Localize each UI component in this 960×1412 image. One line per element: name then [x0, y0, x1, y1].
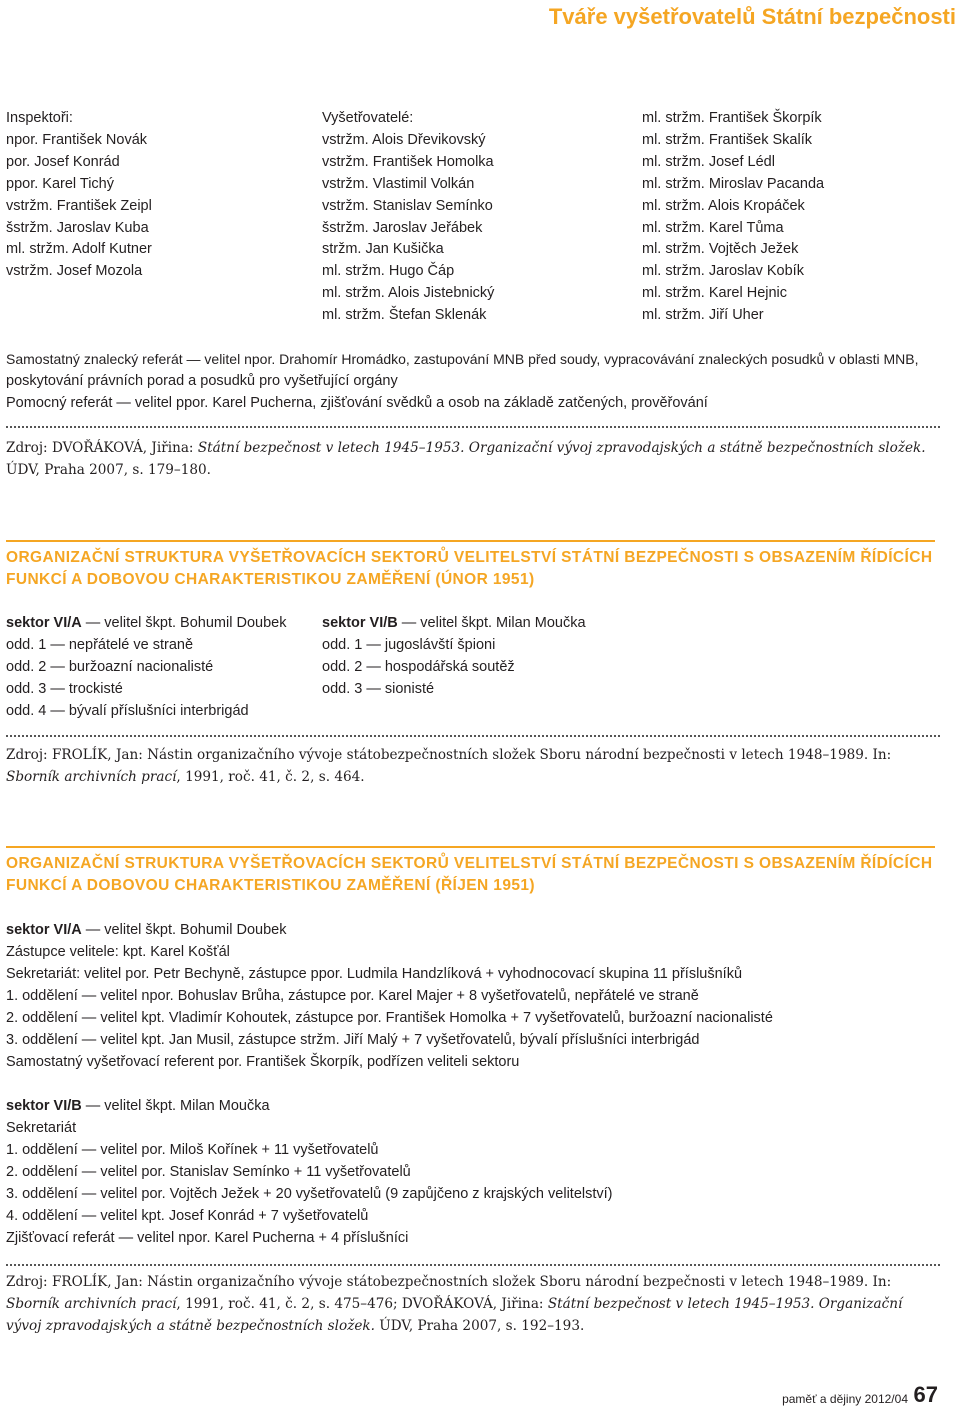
sector-name: sektor VI/B	[6, 1098, 82, 1114]
sector-a-detail	[6, 919, 773, 1073]
inspectors-heading: Inspektoři:	[6, 110, 73, 126]
sector-commander: — velitel škpt. Milan Moučka	[397, 615, 586, 631]
sector-commander: — velitel škpt. Bohumil Doubek	[81, 922, 287, 938]
list-item: 2. oddělení — velitel por. Stanislav Semínko + 11 vyšetřovatelů	[6, 1164, 411, 1180]
citation-text: , 1991, roč. 41, č. 2, s. 464.	[176, 769, 365, 785]
list-item: šstržm. Jaroslav Jeřábek	[322, 219, 483, 236]
citation-title: Státní bezpečnost v letech 1945–1953. Organizační vývoj zpravodajských a státně bezpečnostních složek.	[6, 1296, 903, 1334]
dotted-divider	[6, 1264, 940, 1266]
sector-name: sektor VI/A	[6, 615, 82, 631]
list-item: ml. stržm. Karel Hejnic	[642, 285, 788, 302]
citation-title: Sborník archivních prací	[6, 769, 177, 785]
list-item: odd. 1 — jugoslávští špioni	[322, 637, 496, 653]
list-item: ml. stržm. Miroslav Pacanda	[642, 175, 825, 192]
list-item: odd. 4 — bývalí příslušníci interbrigád	[6, 703, 249, 719]
list-item: odd. 2 — buržoazní nacionalisté	[6, 659, 214, 675]
source-citation	[6, 744, 941, 788]
sector-a-block	[6, 612, 286, 722]
investigators-heading: Vyšetřovatelé:	[322, 110, 414, 126]
source-citation	[6, 1271, 941, 1337]
list-item: 2. oddělení — velitel kpt. Vladimír Kohoutek, zástupce por. František Homolka + 7 vyšetřovatelů, buržoazní nacionalisté	[6, 1010, 773, 1026]
sector-commander: — velitel škpt. Bohumil Doubek	[81, 615, 287, 631]
citation-text: ÚDV, Praha 2007, s. 179–180.	[6, 462, 211, 478]
list-item: odd. 3 — sionisté	[322, 681, 435, 697]
list-item: odd. 1 — nepřátelé ve straně	[6, 637, 194, 653]
list-item: ml. stržm. Alois Jistebnický	[322, 285, 495, 302]
citation-text: Zdroj: FROLÍK, Jan: Nástin organizačního vývoje státobezpečnostních složek Sboru národní bezpečnosti v letech 1948–1989. In:	[6, 1274, 892, 1290]
list-item: ml. stržm. Josef Lédl	[642, 153, 775, 170]
citation-title: Sborník archivních prací	[6, 1296, 177, 1312]
list-item: ml. stržm. František Skalík	[642, 131, 812, 148]
list-item: vstržm. František Homolka	[322, 153, 494, 170]
sector-commander: — velitel škpt. Milan Moučka	[81, 1098, 270, 1114]
inspectors-column	[6, 108, 152, 283]
sector-b-detail	[6, 1095, 613, 1249]
sector-b-block	[322, 612, 586, 700]
list-item: vstržm. Stanislav Semínko	[322, 197, 493, 214]
dotted-divider	[6, 735, 940, 737]
list-item: stržm. Jan Kušička	[322, 241, 444, 258]
list-item: Sekretariát	[6, 1120, 77, 1136]
note-line: Pomocný referát — velitel ppor. Karel Pucherna, zjišťování svědků a osob na základě zatčených, prověřování	[6, 395, 708, 411]
list-item: 3. oddělení — velitel kpt. Jan Musil, zástupce stržm. Jiří Malý + 7 vyšetřovatelů, bývalí příslušníci interbrigád	[6, 1032, 700, 1048]
list-item: 1. oddělení — velitel por. Miloš Kořínek + 11 vyšetřovatelů	[6, 1142, 379, 1158]
sector-name: sektor VI/B	[322, 615, 398, 631]
citation-text: , 1991, roč. 41, č. 2, s. 475–476; DVOŘÁKOVÁ, Jiřina:	[176, 1296, 548, 1312]
list-item: ml. stržm. Karel Tůma	[642, 219, 784, 236]
list-item: ml. stržm. Jaroslav Kobík	[642, 263, 804, 280]
source-citation	[6, 437, 941, 481]
list-item: Zjišťovací referát — velitel npor. Karel Pucherna + 4 příslušníci	[6, 1230, 409, 1246]
list-item: por. Josef Konrád	[6, 153, 120, 170]
list-item: npor. František Novák	[6, 131, 148, 148]
investigators-column	[322, 108, 494, 327]
section-title: ORGANIZAČNÍ STRUKTURA VYŠETŘOVACÍCH SEKTORŮ VELITELSTVÍ STÁTNÍ BEZPEČNOSTI S OBSAZENÍM ŘÍDÍCÍCH FUNKCÍ A DOBOVOU CHARAKTERISTIKOU ZAMĚŘENÍ (ÚNOR 1951)	[6, 549, 933, 588]
investigators-column-continued	[642, 108, 824, 327]
page-number: 67	[913, 1382, 938, 1407]
list-item: vstržm. Alois Dřevikovský	[322, 131, 486, 148]
page-header-title: Tváře vyšetřovatelů Státní bezpečnosti	[548, 4, 956, 29]
list-item: Zástupce velitele: kpt. Karel Košťál	[6, 944, 230, 960]
list-item: ml. stržm. Štefan Sklenák	[322, 307, 487, 324]
list-item: 3. oddělení — velitel por. Vojtěch Ježek + 20 vyšetřovatelů (9 zapůjčeno z krajských velitelství)	[6, 1186, 613, 1202]
note-line: poskytování právních porad a posudků pro vyšetřující orgány	[6, 373, 398, 389]
list-item: šstržm. Jaroslav Kuba	[6, 219, 149, 236]
section-divider	[6, 846, 935, 848]
list-item: ml. stržm. Vojtěch Ježek	[642, 241, 799, 258]
list-item: ml. stržm. František Škorpík	[642, 110, 822, 126]
citation-text: ÚDV, Praha 2007, s. 192–193.	[374, 1318, 585, 1334]
list-item: Samostatný vyšetřovací referent por. František Škorpík, podřízen veliteli sektoru	[6, 1054, 520, 1070]
list-item: ml. stržm. Alois Kropáček	[642, 197, 805, 214]
list-item: 4. oddělení — velitel kpt. Josef Konrád + 7 vyšetřovatelů	[6, 1208, 369, 1224]
section-title: ORGANIZAČNÍ STRUKTURA VYŠETŘOVACÍCH SEKTORŮ VELITELSTVÍ STÁTNÍ BEZPEČNOSTI S OBSAZENÍM ŘÍDÍCÍCH FUNKCÍ A DOBOVOU CHARAKTERISTIKOU ZAMĚŘENÍ (ŘÍJEN 1951)	[6, 855, 933, 894]
journal-footer: paměť a dějiny 2012/04	[782, 1392, 908, 1406]
dotted-divider	[6, 426, 940, 428]
list-item: ml. stržm. Hugo Čáp	[322, 263, 455, 280]
note-line: Samostatný znalecký referát — velitel npor. Drahomír Hromádko, zastupování MNB před soudy, vypracovávání znaleckých posudků v oblasti MNB,	[6, 351, 919, 367]
list-item: vstržm. Josef Mozola	[6, 263, 143, 280]
list-item: vstržm. Vlastimil Volkán	[322, 175, 475, 192]
list-item: ppor. Karel Tichý	[6, 175, 114, 192]
list-item: Sekretariát: velitel por. Petr Bechyně, zástupce ppor. Ludmila Handzlíková + vyhodnocovací skupina 11 příslušníků	[6, 966, 743, 982]
list-item: ml. stržm. Adolf Kutner	[6, 241, 152, 258]
sector-name: sektor VI/A	[6, 922, 82, 938]
citation-text: Zdroj: DVOŘÁKOVÁ, Jiřina:	[6, 440, 198, 456]
list-item: ml. stržm. Jiří Uher	[642, 307, 764, 324]
list-item: odd. 2 — hospodářská soutěž	[322, 659, 515, 675]
list-item: vstržm. František Zeipl	[6, 197, 152, 214]
citation-text: Zdroj: FROLÍK, Jan: Nástin organizačního vývoje státobezpečnostních složek Sboru národní bezpečnosti v letech 1948–1989. In:	[6, 747, 892, 763]
list-item: 1. oddělení — velitel npor. Bohuslav Brůha, zástupce por. Karel Majer + 8 vyšetřovatelů, nepřátelé ve straně	[6, 988, 699, 1004]
section-divider	[6, 540, 935, 542]
list-item: odd. 3 — trockisté	[6, 681, 123, 697]
citation-title: Státní bezpečnost v letech 1945–1953. Organizační vývoj zpravodajských a státně bezpečnostních složek.	[197, 440, 926, 456]
referat-notes	[6, 348, 946, 414]
